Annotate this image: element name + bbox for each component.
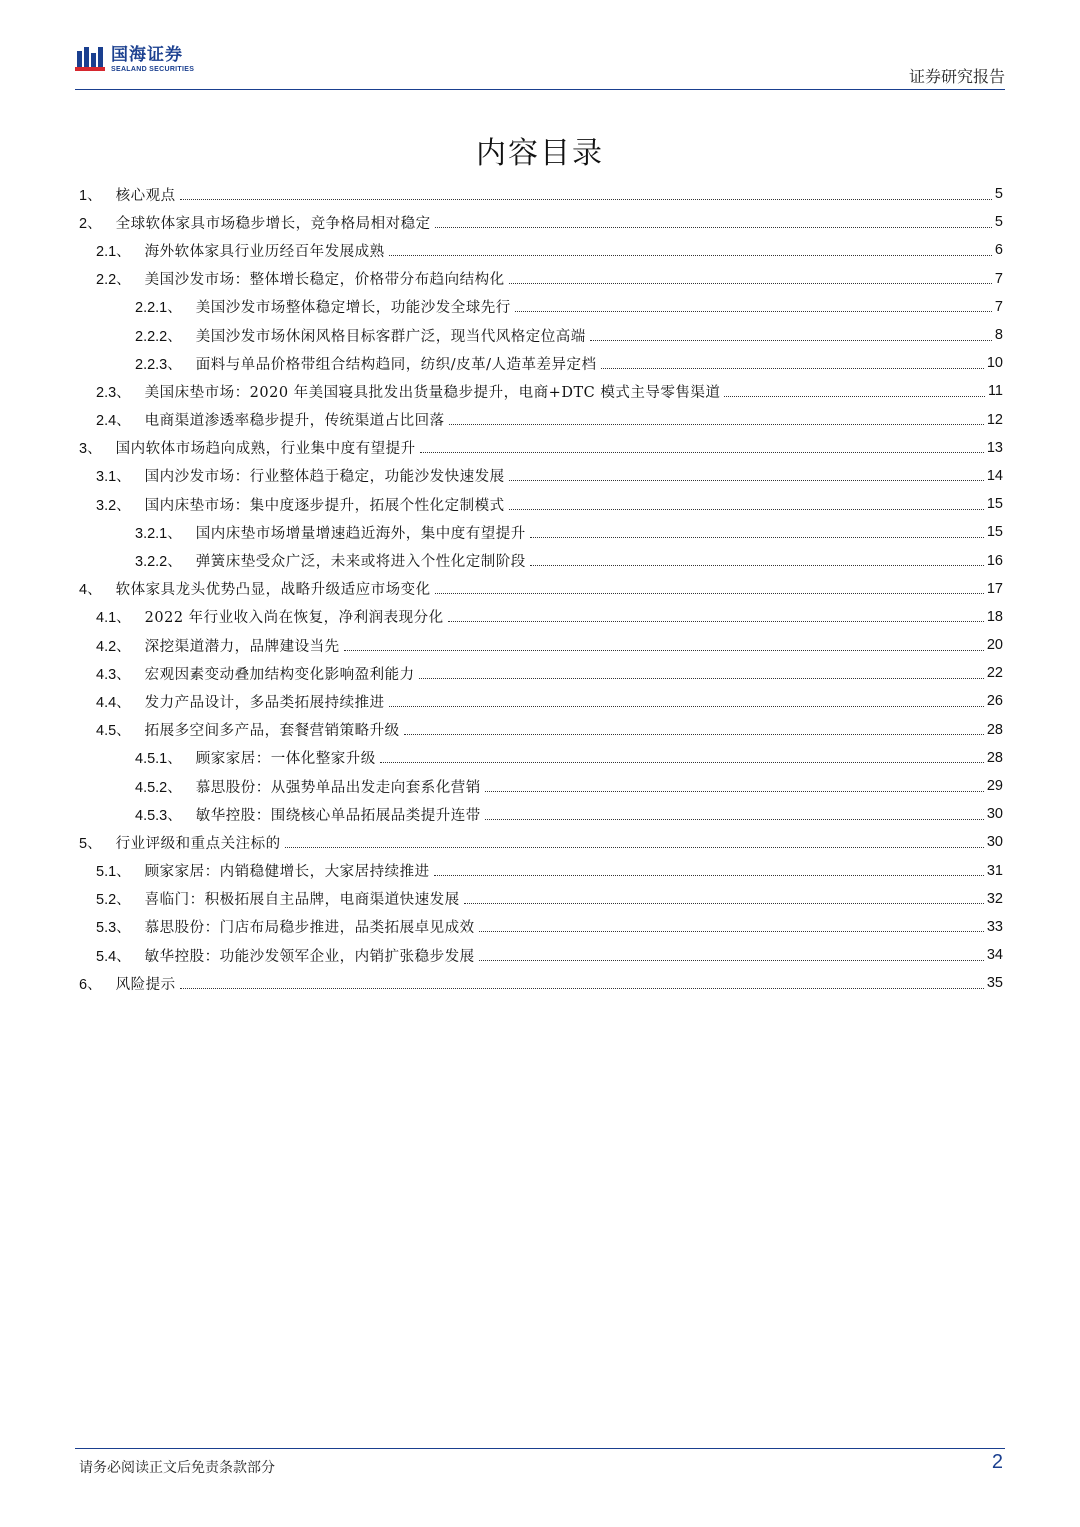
toc-dot-leader [419, 678, 984, 679]
toc-entry-title: 敏华控股：功能沙发领军企业，内销扩张稳步发展 [144, 948, 475, 965]
toc-entry-title: 电商渠道渗透率稳步提升，传统渠道占比回落 [144, 413, 445, 430]
toc-entry[interactable] [79, 857, 1003, 885]
toc-entry-title: 宏观因素变动叠加结构变化影响盈利能力 [144, 666, 415, 683]
toc-entry[interactable] [79, 603, 1003, 631]
toc-entry[interactable] [79, 716, 1003, 744]
toc-entry-page: 8 [994, 327, 1003, 344]
toc-entry[interactable] [79, 434, 1003, 462]
toc-dot-leader [485, 819, 984, 820]
toc-entry-page: 31 [986, 862, 1003, 879]
toc-entry[interactable] [79, 490, 1003, 518]
toc-entry-page: 10 [986, 355, 1003, 372]
toc-entry-number: 4.5.3、 [135, 807, 182, 824]
toc-dot-leader [601, 368, 984, 369]
toc-entry-page: 18 [986, 608, 1003, 625]
toc-entry-page: 33 [986, 918, 1003, 935]
toc-entry-title: 国内软体市场趋向成熟，行业集中度有望提升 [115, 441, 416, 458]
toc-entry[interactable] [79, 659, 1003, 687]
toc-dot-leader [344, 650, 984, 651]
toc-entry-number: 4.1、 [96, 610, 131, 627]
toc-dot-leader [509, 509, 984, 510]
toc-entry-page: 29 [986, 778, 1003, 795]
toc-entry-page: 12 [986, 411, 1003, 428]
toc-entry-page: 28 [986, 721, 1003, 738]
toc-entry-page: 16 [986, 552, 1003, 569]
toc-entry[interactable] [79, 744, 1003, 772]
sealand-logo-icon [75, 45, 105, 75]
toc-dot-leader [509, 480, 984, 481]
toc-entry-title: 美国沙发市场休闲风格目标客群广泛，现当代风格定位高端 [195, 328, 586, 345]
toc-entry-number: 4.5.2、 [135, 779, 182, 796]
toc-dot-leader [479, 960, 984, 961]
toc-entry-number: 5.2、 [96, 892, 131, 909]
toc-entry[interactable] [79, 236, 1003, 264]
toc-entry-page: 5 [994, 214, 1003, 231]
toc-dot-leader [389, 255, 992, 256]
toc-entry[interactable] [79, 518, 1003, 546]
toc-dot-leader [404, 734, 984, 735]
toc-entry-title: 风险提示 [115, 976, 176, 993]
toc-entry-number: 4.3、 [96, 666, 131, 683]
toc-entry-number: 5.4、 [96, 948, 131, 965]
toc-entry-page: 11 [987, 383, 1003, 400]
toc-dot-leader [724, 396, 985, 397]
toc-entry[interactable] [79, 349, 1003, 377]
toc-entry[interactable] [79, 293, 1003, 321]
toc-entry-title: 国内沙发市场：行业整体趋于稳定，功能沙发快速发展 [144, 469, 505, 486]
toc-entry-page: 30 [986, 806, 1003, 823]
toc-dot-leader [509, 283, 992, 284]
logo-chinese-name: 国海证券 [111, 45, 183, 65]
toc-dot-leader [479, 931, 984, 932]
toc-entry-page: 22 [986, 665, 1003, 682]
footer-divider [75, 1448, 1005, 1449]
toc-entry-page: 5 [994, 186, 1003, 203]
toc-entry-number: 6、 [79, 976, 102, 993]
toc-entry-title: 面料与单品价格带组合结构趋同，纺织/皮革/人造革差异定档 [195, 356, 597, 373]
toc-entry-page: 7 [994, 270, 1003, 287]
toc-entry[interactable] [79, 772, 1003, 800]
toc-dot-leader [435, 227, 992, 228]
toc-dot-leader [434, 875, 984, 876]
toc-dot-leader [389, 706, 984, 707]
toc-entry-number: 2.2、 [96, 272, 131, 289]
toc-entry-title: 慕思股份：门店布局稳步推进，品类拓展卓见成效 [144, 920, 475, 937]
toc-entry-number: 5、 [79, 835, 102, 852]
toc-entry[interactable] [79, 969, 1003, 997]
logo-english-name: SEALAND SECURITIES [111, 66, 195, 73]
toc-entry-title: 拓展多空间多产品，套餐营销策略升级 [144, 723, 400, 740]
toc-dot-leader [285, 847, 984, 848]
toc-entry[interactable] [79, 941, 1003, 969]
toc-entry-title: 国内床垫市场：集中度逐步提升，拓展个性化定制模式 [144, 497, 505, 514]
toc-entry-page: 30 [986, 834, 1003, 851]
toc-entry-title: 敏华控股：围绕核心单品拓展品类提升连带 [195, 807, 481, 824]
toc-entry[interactable] [79, 631, 1003, 659]
toc-entry[interactable] [79, 546, 1003, 574]
toc-entry-page: 20 [986, 637, 1003, 654]
toc-entry[interactable] [79, 885, 1003, 913]
toc-entry-title: 发力产品设计，多品类拓展持续推进 [144, 694, 385, 711]
toc-entry-title: 慕思股份：从强势单品出发走向套系化营销 [195, 779, 481, 796]
company-logo [75, 42, 194, 78]
toc-entry-title: 软体家具龙头优势凸显，战略升级适应市场变化 [115, 582, 431, 599]
toc-entry[interactable] [79, 687, 1003, 715]
toc-entry-number: 4.2、 [96, 638, 131, 655]
toc-dot-leader [448, 621, 984, 622]
toc-entry-title: 核心观点 [115, 187, 176, 204]
page-footer [75, 1448, 1005, 1476]
toc-dot-leader [485, 791, 984, 792]
header-divider [75, 89, 1005, 90]
toc-entry-title: 弹簧床垫受众广泛，未来或将进入个性化定制阶段 [195, 554, 526, 571]
toc-entry-page: 7 [994, 298, 1003, 315]
toc-entry-title: 深挖渠道潜力，品牌建设当先 [144, 638, 340, 655]
toc-entry-number: 3.2.2、 [135, 554, 182, 571]
toc-entry[interactable] [79, 828, 1003, 856]
toc-entry-page: 28 [986, 749, 1003, 766]
toc-entry-number: 2、 [79, 215, 102, 232]
toc-entry-title: 喜临门：积极拓展自主品牌，电商渠道快速发展 [144, 892, 460, 909]
toc-entry-title: 美国床垫市场：2020 年美国寝具批发出货量稳步提升，电商+DTC 模式主导零售渠道 [144, 384, 721, 401]
toc-entry-title: 行业评级和重点关注标的 [115, 835, 281, 852]
toc-entry-title: 国内床垫市场增量增速趋近海外，集中度有望提升 [195, 525, 526, 542]
toc-entry-number: 3.2.1、 [135, 525, 182, 542]
footer-disclaimer: 请务必阅读正文后免责条款部分 [79, 1460, 275, 1476]
toc-entry[interactable] [79, 321, 1003, 349]
toc-entry-number: 1、 [79, 187, 102, 204]
toc-entry[interactable] [79, 265, 1003, 293]
toc-dot-leader [420, 452, 984, 453]
toc-entry-number: 2.3、 [96, 384, 131, 401]
toc-entry-page: 26 [986, 693, 1003, 710]
toc-entry-title: 顾家家居：一体化整家升级 [195, 751, 376, 768]
page-header [75, 42, 1005, 92]
toc-entry-number: 4.4、 [96, 694, 131, 711]
toc-entry-number: 3.1、 [96, 469, 131, 486]
toc-entry-number: 4.5.1、 [135, 751, 182, 768]
toc-entry-number: 5.3、 [96, 920, 131, 937]
toc-entry-page: 6 [994, 242, 1003, 259]
toc-dot-leader [464, 903, 984, 904]
toc-entry[interactable] [79, 575, 1003, 603]
toc-entry-page: 34 [986, 947, 1003, 964]
toc-entry-number: 4、 [79, 582, 102, 599]
toc-entry[interactable] [79, 800, 1003, 828]
toc-entry-page: 14 [986, 467, 1003, 484]
toc-dot-leader [449, 424, 984, 425]
table-of-contents [79, 180, 1003, 997]
toc-entry-number: 2.4、 [96, 413, 131, 430]
toc-dot-leader [435, 593, 984, 594]
toc-entry-title: 顾家家居：内销稳健增长，大家居持续推进 [144, 864, 430, 881]
toc-entry-number: 3、 [79, 441, 102, 458]
toc-dot-leader [515, 311, 992, 312]
toc-entry-page: 35 [986, 975, 1003, 992]
toc-entry-number: 5.1、 [96, 864, 131, 881]
toc-entry[interactable] [79, 406, 1003, 434]
toc-entry-title: 海外软体家具行业历经百年发展成熟 [144, 243, 385, 260]
toc-entry-number: 4.5、 [96, 723, 131, 740]
toc-dot-leader [530, 537, 984, 538]
toc-entry[interactable] [79, 377, 1003, 405]
toc-entry-title: 美国沙发市场整体稳定增长，功能沙发全球先行 [195, 300, 511, 317]
toc-entry-page: 15 [986, 524, 1003, 541]
toc-dot-leader [180, 988, 984, 989]
toc-dot-leader [530, 565, 984, 566]
page-title: 内容目录 [476, 136, 604, 171]
page-number: 2 [991, 1451, 1003, 1473]
toc-entry[interactable] [79, 913, 1003, 941]
toc-entry-number: 2.1、 [96, 243, 131, 260]
toc-entry-page: 13 [986, 439, 1003, 456]
toc-entry-page: 32 [986, 890, 1003, 907]
toc-entry-title: 美国沙发市场：整体增长稳定，价格带分布趋向结构化 [144, 272, 505, 289]
toc-entry-page: 15 [986, 496, 1003, 513]
toc-entry-title: 2022 年行业收入尚在恢复，净利润表现分化 [144, 610, 444, 627]
toc-entry[interactable] [79, 462, 1003, 490]
toc-entry-number: 2.2.3、 [135, 356, 182, 373]
toc-dot-leader [590, 340, 992, 341]
toc-entry-number: 2.2.2、 [135, 328, 182, 345]
toc-dot-leader [180, 199, 992, 200]
toc-entry[interactable] [79, 208, 1003, 236]
report-type-label: 证券研究报告 [908, 67, 1005, 86]
toc-entry-number: 3.2、 [96, 497, 131, 514]
toc-entry-title: 全球软体家具市场稳步增长，竞争格局相对稳定 [115, 215, 431, 232]
toc-entry-page: 17 [986, 580, 1003, 597]
toc-dot-leader [380, 762, 984, 763]
toc-entry-number: 2.2.1、 [135, 300, 182, 317]
toc-entry[interactable] [79, 180, 1003, 208]
